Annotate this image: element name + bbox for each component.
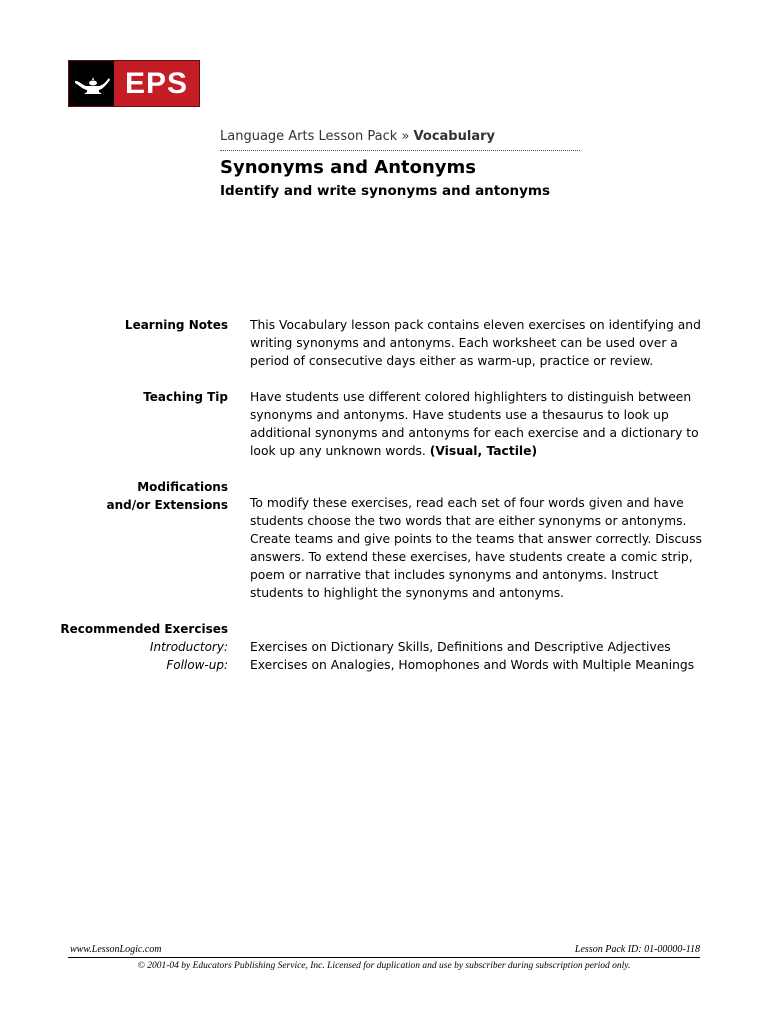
teaching-tip-paragraph [250,388,710,460]
footer-pack-id: Lesson Pack ID: 01-00000-118 [574,944,700,955]
modifications-label-line1: Modifications [137,480,228,494]
breadcrumb [220,129,495,144]
page-subtitle: Identify and write synonyms and antonyms [220,183,551,199]
footer-divider [68,957,700,958]
eps-logo [68,60,200,107]
introductory-label: Introductory: [149,640,228,654]
eps-logo-text: EPS [114,61,199,106]
recommended-label: Recommended Exercises [60,622,228,636]
teaching-tip-emphasis: (Visual, Tactile) [429,444,538,458]
breadcrumb-current: Vocabulary [413,129,495,144]
page-title: Synonyms and Antonyms [220,157,477,178]
modifications-label-line2: and/or Extensions [106,498,228,512]
footer-website: www.LessonLogic.com [70,944,162,955]
dotted-divider [220,150,580,151]
followup-text: Exercises on Analogies, Homophones and Words with Multiple Meanings [250,658,695,672]
modifications-label [107,478,229,514]
introductory-text: Exercises on Dictionary Skills, Definitions and Descriptive Adjectives [250,640,671,654]
learning-notes-text: This Vocabulary lesson pack contains eleven exercises on identifying and writing synonyms and antonyms. Each worksheet can be used over a period of consecutive days either as warm-up, practice or review. [250,318,701,368]
modifications-text: To modify these exercises, read each set of four words given and have students choose the two words that are either synonyms or antonyms. Create teams and give points to the teams that answer correctly. Discuss answers. To extend these exercises, have students create a comic strip, poem or narrative that includes synonyms and antonyms. Instruct students to highlight the synonyms and antonyms. [250,496,702,600]
learning-notes-label: Learning Notes [124,318,228,332]
breadcrumb-section: Language Arts Lesson Pack » [220,129,410,144]
teaching-tip-text: Have students use different colored highlighters to distinguish between synonyms and antonyms. Have students use a thesaurus to look up additional synonyms and antonyms for each exercise and a dictionary to look up any unknown words. [250,390,699,458]
teaching-tip-label: Teaching Tip [143,390,228,404]
followup-label: Follow-up: [166,658,228,672]
genie-lamp-icon [69,61,114,106]
footer-copyright: © 2001-04 by Educators Publishing Service, Inc. Licensed for duplication and use by subscriber during subscription period only. [137,961,631,971]
